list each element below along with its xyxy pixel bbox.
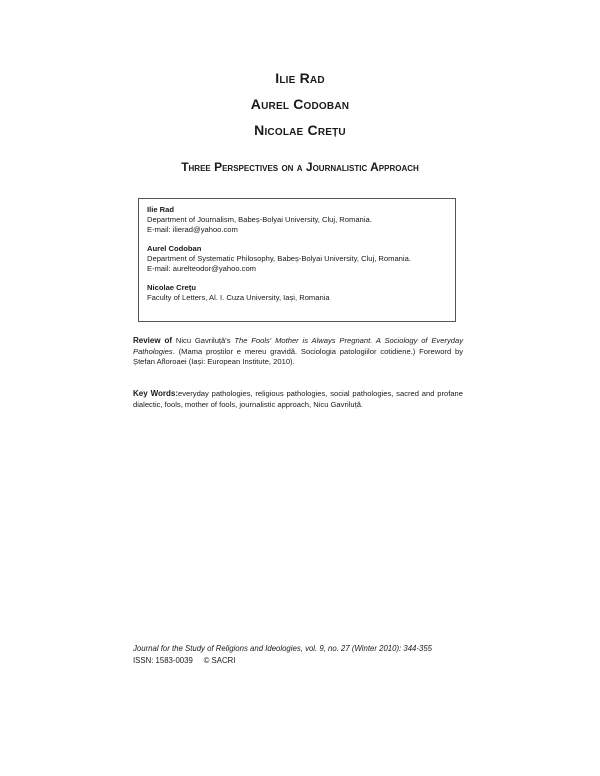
affiliation-name: Nicolae Crețu <box>147 283 196 292</box>
affiliation-3 <box>147 283 447 303</box>
affiliation-name: Ilie Rad <box>147 205 175 214</box>
author-name-3: Nicolae Crețu <box>254 122 346 138</box>
affiliation-department: Department of Journalism, Babeș-Bolyai University, Cluj, Romania. <box>147 215 372 224</box>
journal-citation: Journal for the Study of Religions and Ideologies, vol. 9, no. 27 (Winter 2010): 344-355 <box>133 644 432 653</box>
review-lead: Review of <box>133 336 173 345</box>
review-book-title: The Fools' Mother is Always Pregnant. A Sociology of Everyday Pathologies <box>133 336 463 356</box>
review-paragraph <box>133 336 463 368</box>
affiliation-department: Department of Systematic Philosophy, Babeș-Bolyai University, Cluj, Romania. <box>147 254 411 263</box>
affiliation-email: E-mail: aurelteodor@yahoo.com <box>147 264 257 273</box>
issn-line: ISSN: 1583-0039 © SACRI <box>133 656 236 665</box>
affiliation-email: E-mail: ilierad@yahoo.com <box>147 225 238 234</box>
keywords-lead: Key Words: <box>133 389 178 398</box>
review-details: . (Mama proștilor e mereu gravidă. Sociologia patologiilor cotidiene.) Foreword by Ștefan Afloroaei (Iași: European Institute, 2010). <box>133 346 463 366</box>
author-name-2: Aurel Codoban <box>250 96 350 112</box>
affiliation-1 <box>147 205 447 235</box>
affiliations-box <box>138 198 456 322</box>
affiliation-department: Faculty of Letters, Al. I. Cuza University, Iași, Romania <box>147 293 330 302</box>
author-name-1: Ilie Rad <box>275 70 325 86</box>
keywords-text: everyday pathologies, religious pathologies, social pathologies, sacred and profane dialectic, fools, mother of fools, journalistic approach, Nicu Gavriluță. <box>133 389 463 409</box>
affiliation-name: Aurel Codoban <box>147 244 202 253</box>
affiliation-2 <box>147 244 447 274</box>
review-author: Nicu Gavriluță's <box>175 336 231 345</box>
page-footer <box>133 643 473 667</box>
keywords-paragraph <box>133 389 463 410</box>
paper-title: Three Perspectives on a Journalistic Approach <box>181 160 419 174</box>
